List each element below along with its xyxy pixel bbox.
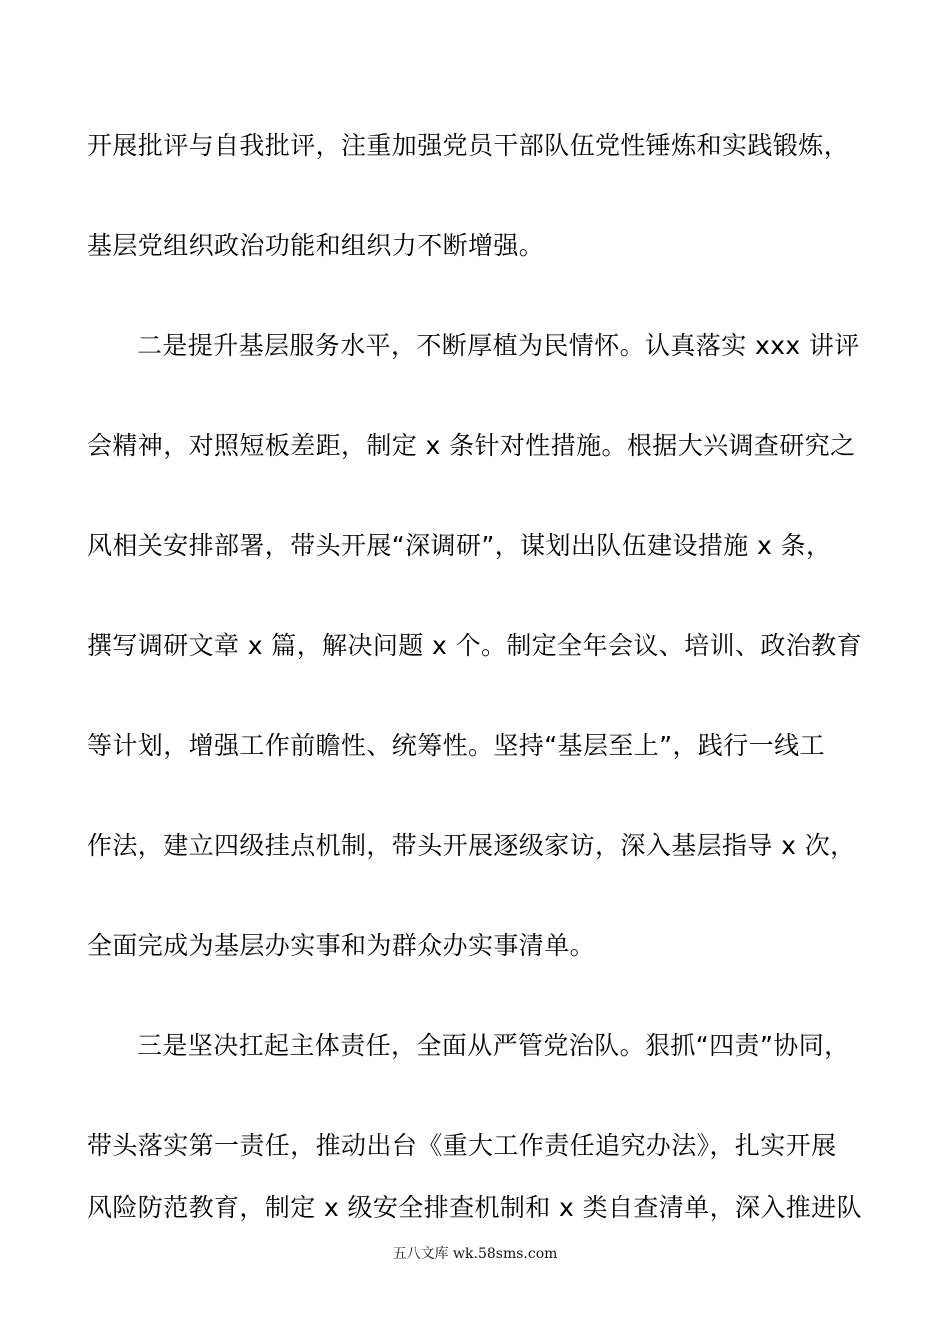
text-line: 风险防范教育，制定 x 级安全排查机制和 x 类自查清单，深入推进队: [87, 1193, 862, 1222]
text-line: 会精神，对照短板差距，制定 x 条针对性措施。根据大兴调查研究之: [87, 431, 856, 460]
text-line: 作法，建立四级挂点机制，带头开展逐级家访，深入基层指导 x 次，: [87, 831, 856, 860]
text-line: 撰写调研文章 x 篇，解决问题 x 个。制定全年会议、培训、政治教育: [87, 631, 862, 660]
text-line: 带头落实第一责任，推动出台《重大工作责任追究办法》，扎实开展: [87, 1131, 837, 1160]
text-line: 等计划，增强工作前瞻性、统筹性。坚持“基层至上”，践行一线工: [87, 731, 825, 760]
text-line: 风相关安排部署，带头开展“深调研”，谋划出队伍建设措施 x 条，: [87, 531, 832, 560]
text-line: 开展批评与自我批评，注重加强党员干部队伍党性锤炼和实践锻炼，: [87, 131, 850, 160]
watermark-footer: 五八文库 wk.58sms.com: [392, 1246, 558, 1262]
text-line: 二是提升基层服务水平，不断厚植为民情怀。认真落实 xxx 讲评: [137, 331, 860, 360]
text-line: 基层党组织政治功能和组织力不断增强。: [87, 231, 545, 260]
text-line: 全面完成为基层办实事和为群众办实事清单。: [87, 931, 596, 960]
text-line: 三是坚决扛起主体责任，全面从严管党治队。狠抓“四责”协同，: [137, 1031, 850, 1060]
